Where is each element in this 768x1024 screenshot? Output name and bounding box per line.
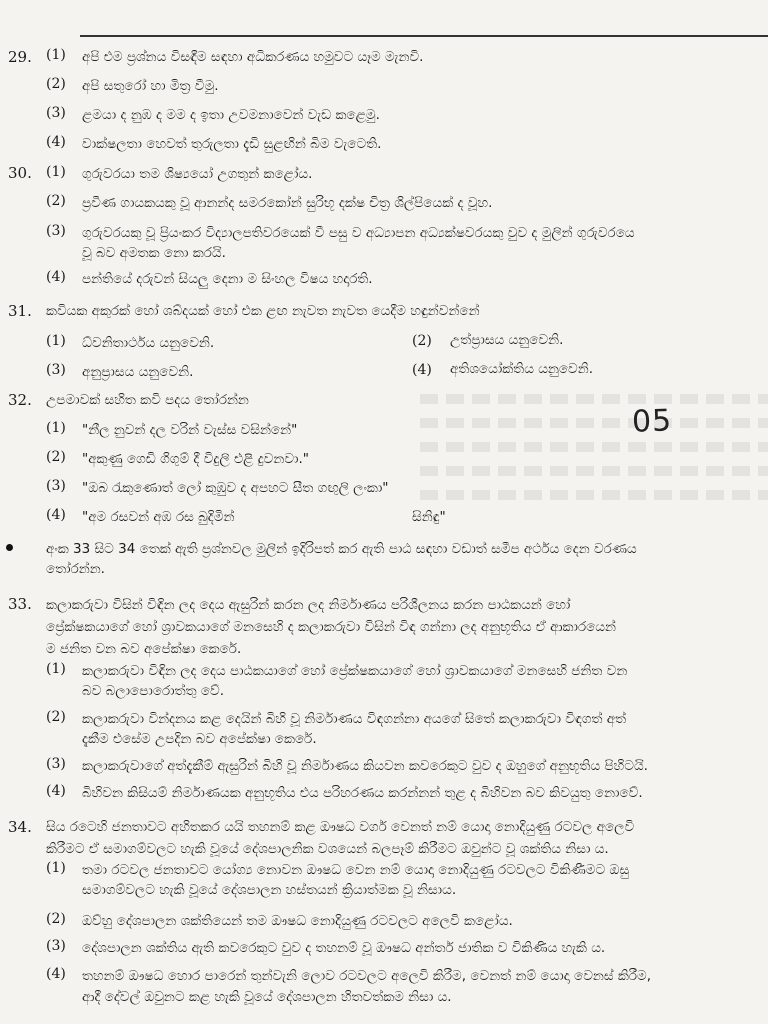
- option-text: ළමයා ද නුඹ ද මම ද ඉතා උවමනාවෙන් වැඩ කළෙමු.: [82, 107, 380, 123]
- option-number: (1): [46, 47, 66, 63]
- option-number: (2): [46, 709, 66, 725]
- option-text: ඔව්හු දේශපාලන ශක්තියෙන් තම ඖෂධ නොදියුණු රටවලට අලෙවි කළෝය.: [82, 913, 513, 929]
- option-text: උත්ප්‍රාසය යනුවෙනි.: [450, 332, 564, 348]
- top-rule: [80, 35, 768, 37]
- question-stem: කිරීමට ඒ සමාගම්වලට හැකි වූයේ දේශපාලනික වශයෙන් බලපෑම් කිරීමට ඔවුන්ට වූ ශක්තිය නිසා ය.: [46, 841, 609, 857]
- option-text-continued: සිනිඳු": [412, 509, 446, 525]
- option-number: (1): [46, 661, 66, 677]
- option-text: කලාකරුවා විඳින ලද දෙය පාඨකයාගේ හෝ ප්‍රේක්ෂකයාගේ හෝ ශ්‍රාවකයාගේ මනසෙහි ජනිත වන: [82, 663, 628, 679]
- option-text: කලාකරුවාගේ අත්දැකීම් ඇසුරින් බිහි වූ නිර්මාණය කියවන කවරෙකුට වුව ද ඔහුගේ අනුභූතිය පිහිටයි.: [82, 758, 648, 774]
- option-text: වාක්ෂලතා හෙවත් තුරුලතා දැඩි සුළඟින් බිම වැටෙති.: [82, 136, 382, 152]
- question-stem: කවියක අකුරක් හෝ ශබ්දයක් හෝ එක ළඟ නැවත නැවත යෙදීම හඳුන්වන්නේ: [46, 303, 480, 319]
- option-number: (3): [46, 478, 66, 494]
- option-text: දේශපාලන ශක්තිය ඇති කවරෙකුට වුව ද තහනම් වූ ඖෂධ අන්තර් ජාතික ව විකිණිය හැකි ය.: [82, 940, 606, 956]
- question-number: 31.: [8, 302, 32, 320]
- option-text: තමා රටවල ජනතාවට යෝග්‍ය නොවන ඖෂධ වෙන නම් යොදා නොදියුණු රටවලට විකිණීමට ඔසු: [82, 862, 630, 878]
- option-number: (2): [46, 76, 66, 92]
- option-text-continued: දැකීම එසේම උපදින බව අපේක්ෂා කෙරේ.: [82, 731, 317, 747]
- question-stem: සිය රටෙහි ජනතාවට අහිතකර යයි තහනම් කළ ඖෂධ වර්ග වෙනත් නම් යොදා නොදියුණු රටවල අලෙවි: [46, 819, 635, 835]
- bullet-icon: [6, 544, 13, 551]
- option-text: ගුරුවරයකු වූ ප්‍රියංකර විද්‍යාලපතිවරයෙක් වී පසු ව අධ්‍යාපන අධ්‍යක්ෂවරයකු වුව ද මුලින් ගුරුවරයෙ: [82, 225, 635, 241]
- question-number: 33.: [8, 595, 32, 613]
- question-number: 34.: [8, 818, 32, 836]
- option-number: (1): [46, 860, 66, 876]
- option-number: (3): [46, 223, 66, 239]
- question-stem: ප්‍රේක්ෂකයාගේ හෝ ශ්‍රාවකයාගේ මනසෙහි ද කලාකරුවා විසින් විඳ ගන්නා ලද අනුභූතිය ඒ ආකාරයෙන්: [46, 619, 616, 635]
- question-stem: උපමාවක් සහිත කවි පදය තෝරන්න: [46, 392, 249, 408]
- option-number: (3): [46, 756, 66, 772]
- question-stem: ම ජනිත වන බව අපේක්ෂා කෙරේ.: [46, 641, 242, 657]
- option-text: පන්තියේ දරුවන් සියලු දෙනා ම සිංහල විෂය හදාරති.: [82, 271, 373, 287]
- option-number: (1): [46, 164, 66, 180]
- option-text: ධ්වනිතාර්ථය යනුවෙනි.: [82, 335, 215, 351]
- question-number: 29.: [8, 48, 32, 66]
- option-text-continued: වූ බව අමතක නො කරයි.: [82, 245, 226, 261]
- question-number: 30.: [8, 164, 32, 182]
- option-number: (4): [46, 966, 66, 982]
- option-number: (4): [46, 507, 66, 523]
- option-number: (1): [46, 420, 66, 436]
- option-text: බිහිවන කිසියම් නිර්මාණයක අනුභූතිය එය පරිහරණය කරන්නන් තුළ ද බිහිවන බව කිවයුතු නොවේ.: [82, 785, 643, 801]
- option-text: ගුරුවරයා තම ශිෂ්‍යයෝ උගතුන් කළෝය.: [82, 166, 313, 182]
- option-number: (3): [46, 105, 66, 121]
- option-number: (2): [46, 193, 66, 209]
- question-number: 32.: [8, 391, 32, 409]
- option-number: (2): [46, 449, 66, 465]
- option-number: (1): [46, 333, 66, 349]
- option-text: "අම රසවන් අඹ රස බුදිමින්: [82, 509, 235, 525]
- option-text: "ඔබ රැකුණොත් ලෝ කුඹුව ද අපහට සීත ගඟුලි ලංකා": [82, 480, 389, 496]
- option-number: (4): [46, 269, 66, 285]
- option-text: අපි එම ප්‍රශ්නය විසඳීම සඳහා අධිකරණය හමුවට යෑම මැනවි.: [82, 49, 424, 65]
- option-text: අනුප්‍රාසය යනුවෙනි.: [82, 364, 194, 380]
- option-number: (2): [412, 333, 432, 349]
- option-text: කලාකරුවා වින්දනය කළ දෙයින් බිහි වූ නිර්මාණය විඳගන්නා අයගේ සිතේ කලාකරුවා විඳගත් අත්: [82, 711, 627, 727]
- instruction-line: අංක 33 සිට 34 තෙක් ඇති ප්‍රශ්නවල මුලින් ඉදිරිපත් කර ඇති පාඨ සඳහා වඩාත් සමීප අර්ථය දෙන වරණය: [46, 541, 637, 557]
- option-text-continued: ආදී දේවල් ඔවුනට කළ හැකි වූයේ දේශපාලන හිතවත්කම නිසා ය.: [82, 989, 452, 1005]
- option-text: ප්‍රවීණ ගායකයකු වූ ආනන්ද සමරකෝන් සුරිභූ දක්ෂ චිත්‍ර ශිල්පියෙක් ද වූහ.: [82, 195, 493, 211]
- question-stem: කලාකරුවා විසින් විඳින ලද දෙය ඇසුරින් කරන ලද නිර්මාණය පරිශීලනය කරන පාඨකයන් හෝ: [46, 597, 571, 613]
- option-number: (4): [46, 783, 66, 799]
- option-number: (3): [46, 938, 66, 954]
- option-text: අතිශයෝක්තිය යනුවෙනි.: [450, 361, 594, 377]
- handwritten-mark: 05: [631, 403, 673, 440]
- option-number: (3): [46, 362, 66, 378]
- option-text-continued: බව බලාපොරොත්තු වේ.: [82, 683, 225, 699]
- option-number: (4): [412, 362, 432, 378]
- option-text: තහනම් ඖෂධ හොර පාරෙන් තුන්වැනි ලොව රටවලට අලෙවි කිරීම, වෙනත් නම් යොදා වෙනස් කිරීම,: [82, 968, 651, 984]
- option-text: "අකුණු ගෙඩි ගිගුම් දී විදුලි එළි දුවනවා.": [82, 451, 310, 467]
- option-text: "නීල නුවන් දල වරින් වැස්ස වසින්නේ": [82, 422, 298, 438]
- option-number: (4): [46, 134, 66, 150]
- option-text: අපි සතුරෝ හා මිත්‍ර වීමු.: [82, 78, 219, 94]
- instruction-line: තෝරන්න.: [46, 561, 105, 577]
- option-number: (2): [46, 911, 66, 927]
- option-text-continued: සමාගම්වලට හැකි වූයේ දේශපාලන හස්තයන් ක්‍රියාත්මක වූ නිසාය.: [82, 882, 457, 898]
